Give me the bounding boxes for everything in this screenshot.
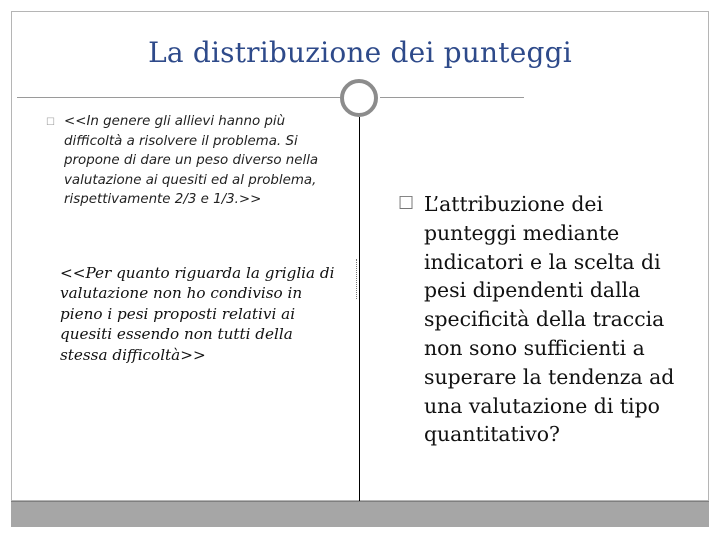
column-divider-dotted-segment xyxy=(356,259,364,299)
square-bullet-icon: ☐ xyxy=(46,117,55,128)
square-bullet-icon: ☐ xyxy=(398,193,415,214)
slide-title: La distribuzione dei punteggi xyxy=(148,36,572,69)
footer-bar xyxy=(11,501,709,527)
column-divider xyxy=(359,117,360,502)
right-bullet-text: L’attribuzione dei punteggi mediante indicatori e la scelta di pesi dipendenti dalla specificità della traccia non sono sufficienti a superare la tendenza ad una valutazione di tipo quantitativo? xyxy=(424,192,675,447)
title-divider-left xyxy=(17,97,340,98)
left-quote-second: <<Per quanto riguarda la griglia di valutazione non ho condiviso in pieno i pesi proposti relativi ai quesiti essendo non tutti della stessa difficoltà>> xyxy=(60,264,335,364)
divider-circle-ornament xyxy=(340,79,378,117)
title-divider-right xyxy=(380,97,524,98)
left-quote-first: <<In genere gli allievi hanno più difficoltà a risolvere il problema. Si propone di dare un peso diverso nella valutazione ai quesiti ed al problema, rispettivamente 2/3 e 1/3.>> xyxy=(64,114,319,208)
